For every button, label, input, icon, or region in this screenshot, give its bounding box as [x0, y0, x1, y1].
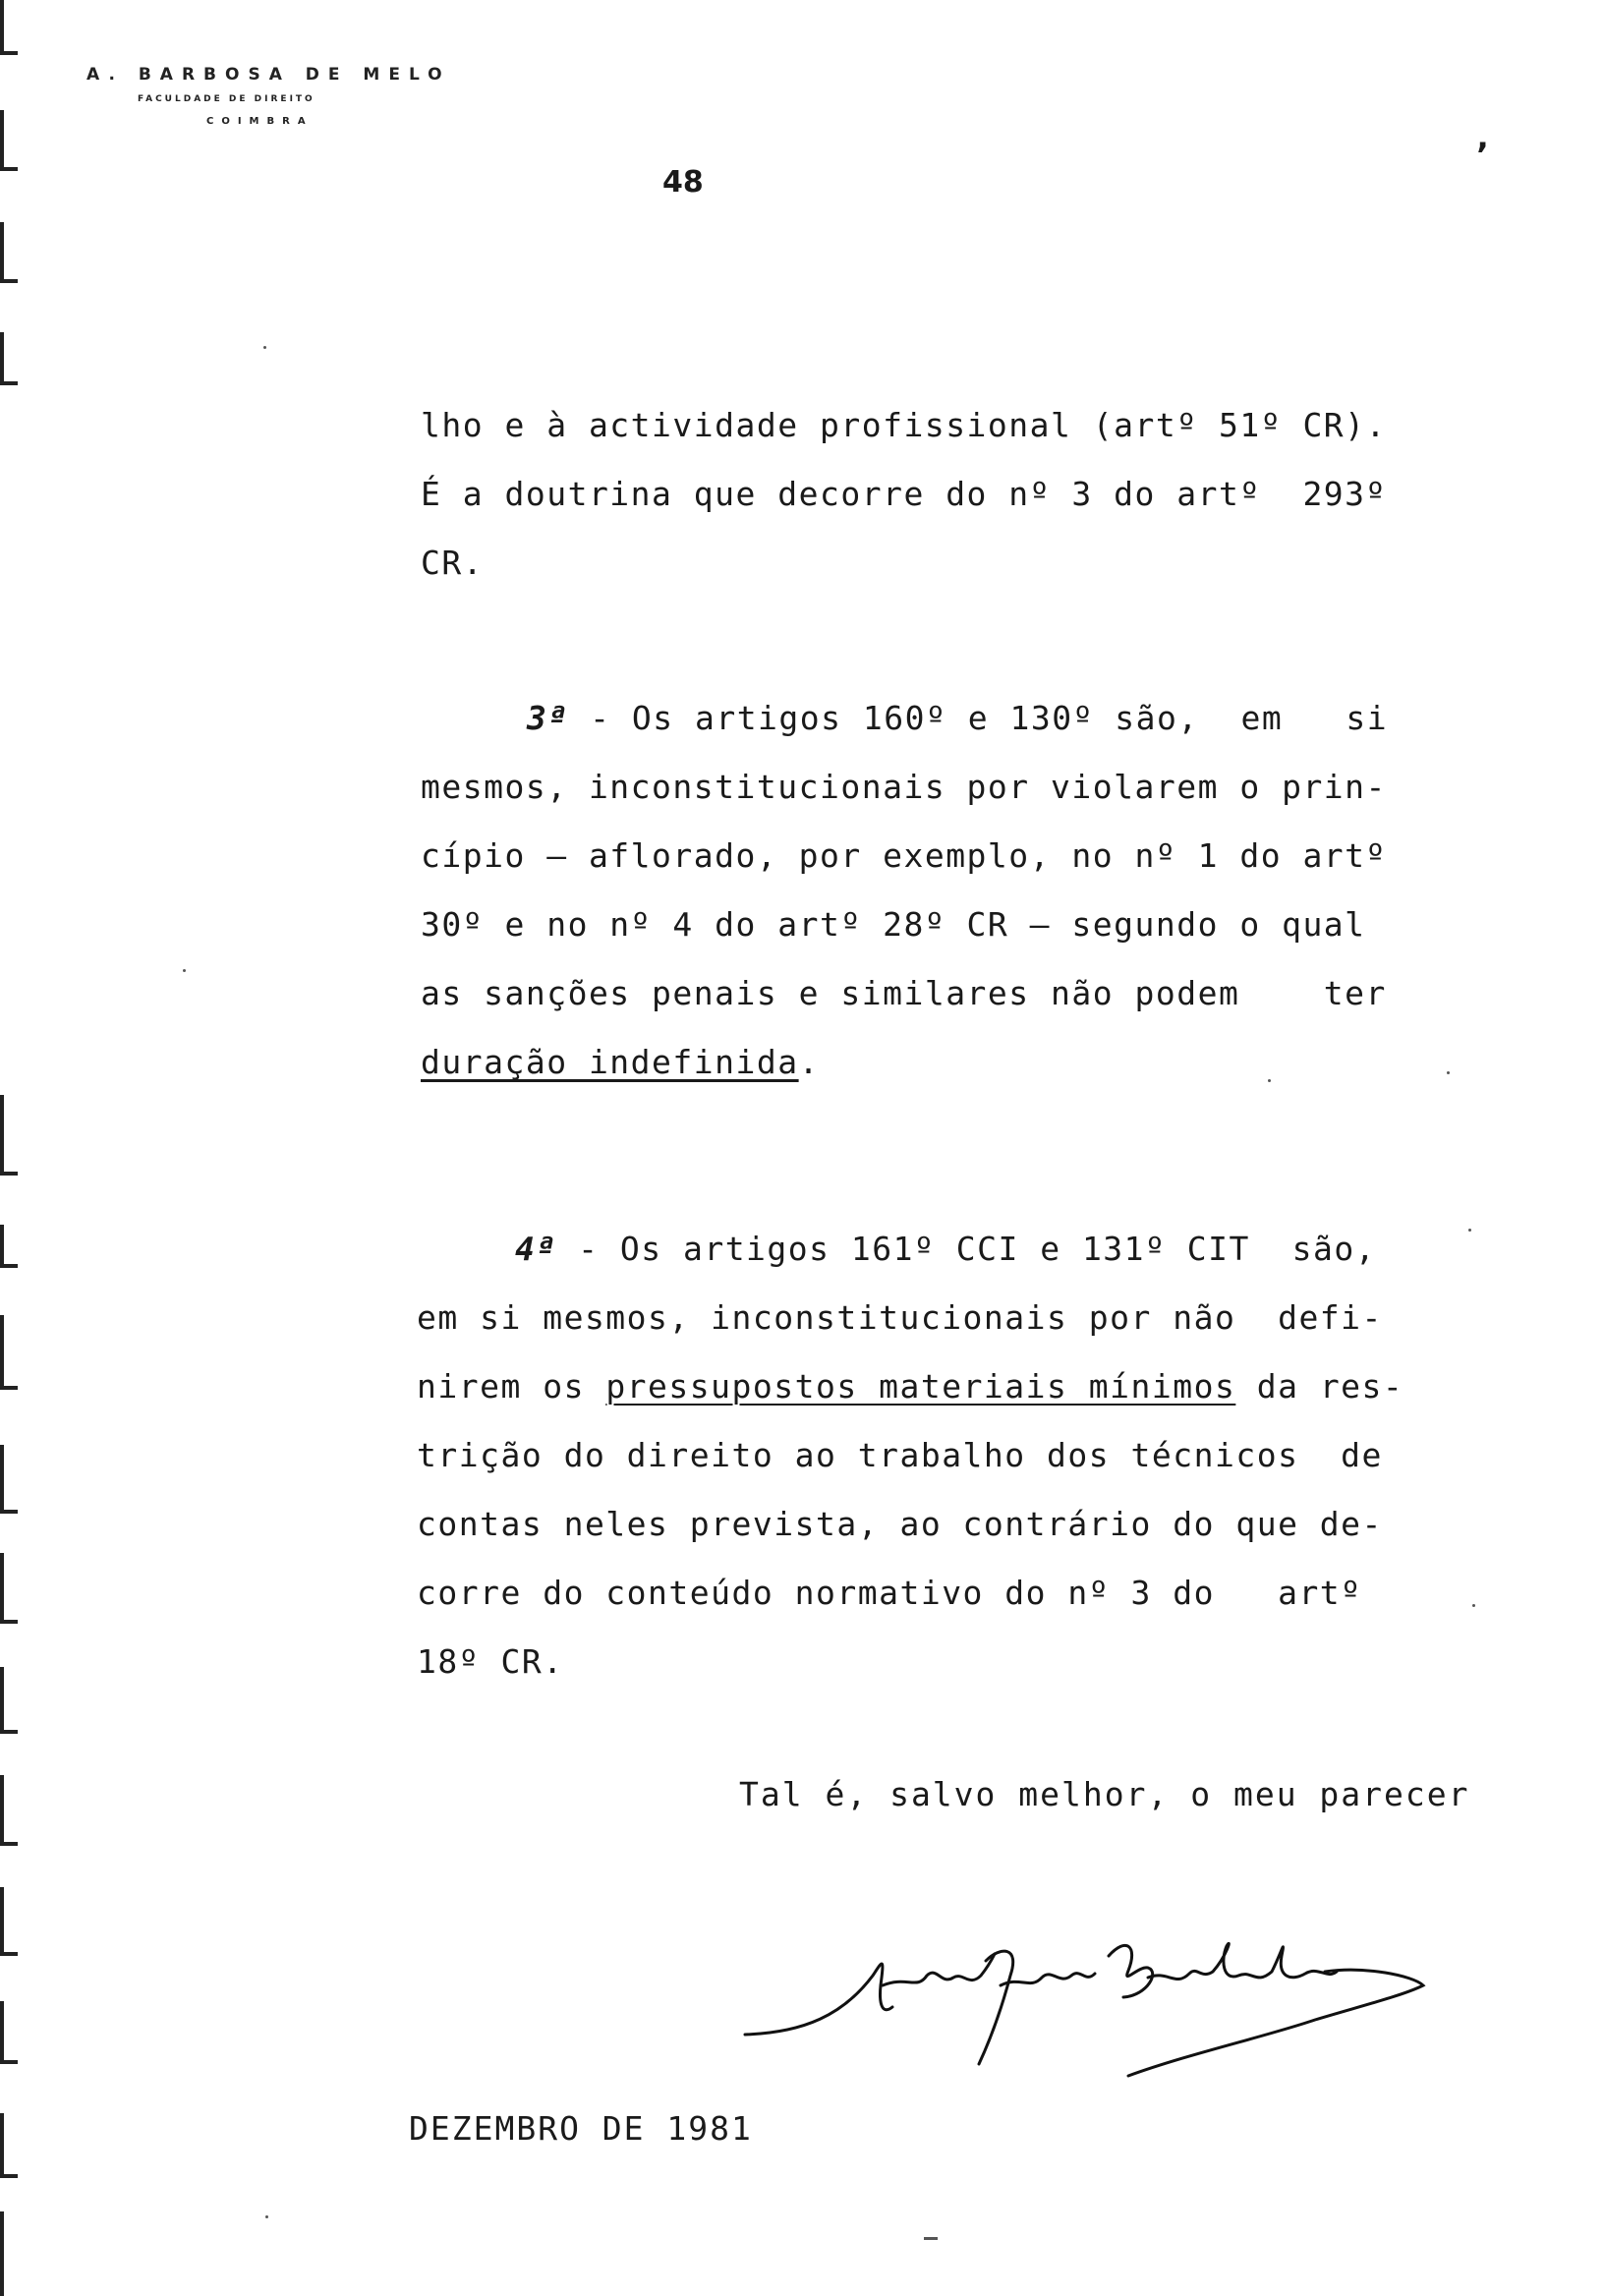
binder-mark [0, 1887, 18, 1956]
paragraph-number: 4ª [515, 1230, 557, 1268]
text-line: 30º e no nº 4 do artº 28º CR — segundo o qual [421, 905, 1366, 944]
letterhead-city: COIMBRA [206, 116, 314, 127]
paragraph-intro [421, 391, 1387, 598]
text-line: corre do conteúdo normativo do nº 3 do artº [417, 1574, 1362, 1612]
letterhead-faculty: FACULDADE DE DIREITO [138, 94, 315, 104]
stray-mark: ʼ [1476, 136, 1489, 175]
binder-mark [0, 1445, 18, 1514]
scan-speck [183, 969, 186, 972]
text-line: mesmos, inconstitucionais por violarem o prin- [421, 768, 1387, 806]
text-line: lho e à actividade profissional (artº 51º CR). [421, 406, 1387, 444]
text-line: trição do direito ao trabalho dos técnicos de [417, 1436, 1383, 1474]
paragraph-3 [421, 684, 1389, 1097]
binder-mark [0, 1667, 18, 1734]
underlined-phrase: duração indefinida [421, 1043, 799, 1081]
scan-speck [265, 2215, 268, 2218]
binder-mark [0, 1553, 18, 1624]
scan-speck [1447, 1071, 1450, 1074]
binder-mark [0, 222, 18, 283]
letterhead-name: A. BARBOSA DE MELO [86, 65, 451, 85]
text-line: CR. [421, 544, 485, 582]
text-line: cípio — aflorado, por exemplo, no nº 1 do artº [421, 836, 1387, 875]
binder-mark [0, 2211, 18, 2296]
underlined-phrase: pressupostos materiais mínimos [605, 1367, 1236, 1406]
signature [735, 1917, 1443, 2084]
text-line: contas neles prevista, ao contrário do que de- [417, 1505, 1383, 1543]
text-fragment: nirem os [417, 1367, 606, 1406]
binder-mark [0, 1775, 18, 1846]
paragraph-number: 3ª [527, 699, 569, 737]
text-line: 18º CR. [417, 1642, 564, 1681]
binder-mark [0, 1095, 18, 1176]
text-line: É a doutrina que decorre do nº 3 do artº 293º [421, 475, 1387, 513]
binder-mark [0, 110, 18, 171]
binder-mark [0, 2001, 18, 2064]
text-line [421, 684, 1389, 753]
text-fragment: . [798, 1043, 820, 1081]
paragraph-4 [417, 1215, 1404, 1696]
binder-mark [0, 1225, 18, 1268]
binder-mark [0, 0, 18, 55]
letterhead [86, 65, 451, 127]
text-fragment: da res- [1235, 1367, 1404, 1406]
scan-speck [924, 2237, 938, 2240]
text-line [421, 1028, 1384, 1097]
scan-speck [1472, 1604, 1475, 1607]
binder-mark [0, 332, 18, 385]
date: DEZEMBRO DE 1981 [409, 2109, 753, 2148]
text-fragment: - Os artigos 161º CCI e 131º CIT são, [556, 1230, 1377, 1268]
scan-speck [1468, 1229, 1471, 1232]
text-line [417, 1215, 1380, 1284]
text-line: em si mesmos, inconstitucionais por não defi- [417, 1298, 1383, 1337]
text-fragment: - Os artigos 160º e 130º são, em si [568, 699, 1389, 737]
binder-mark [0, 2113, 18, 2178]
text-line: as sanções penais e similares não podem ter [421, 974, 1387, 1012]
scan-speck [263, 346, 266, 349]
scan-speck [1268, 1079, 1271, 1082]
text-line [417, 1352, 1404, 1421]
page-number: 48 [662, 165, 704, 200]
binder-mark [0, 1315, 18, 1390]
closing-text: Tal é, salvo melhor, o meu parecer [739, 1775, 1470, 1813]
